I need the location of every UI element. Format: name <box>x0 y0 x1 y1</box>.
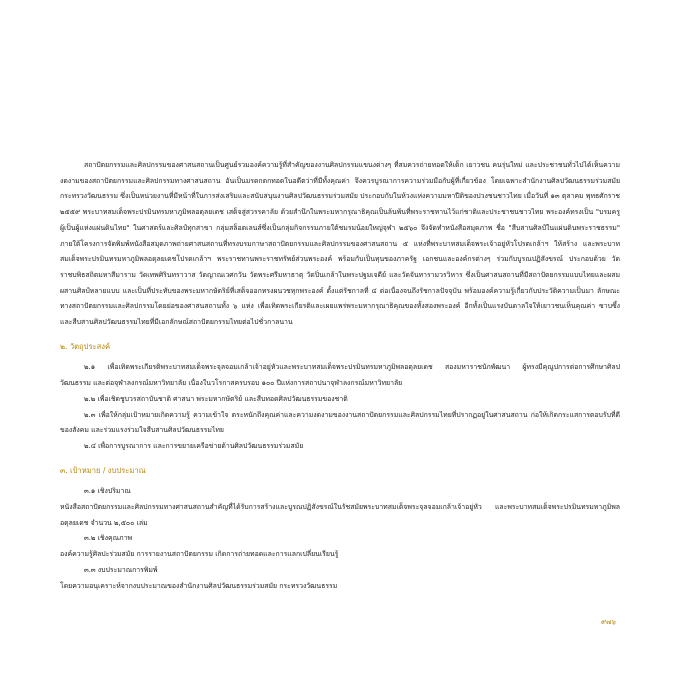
quality-target-body: องค์ความรู้ศิลปะร่วมสมัย การรายงานสถาปัตยกรรม เกิดการถ่ายทอดและการแลกเปลี่ยนเรียนรู้ <box>60 550 339 559</box>
objective-item-2: ๒.๒ เพื่อเชิดชูบวรสถาบันชาติ ศาสนา พระมหากษัตริย์ และสืบทอดศิลปวัฒนธรรมของชาติ <box>84 394 348 403</box>
budget-body: โดยความอนุเคราะห์จากงบประมาณของสำนักงานศิลปวัฒนธรรมร่วมสมัย กระทรวงวัฒนธรรม <box>60 581 338 590</box>
quality-target-title: ๓.๒ เชิงคุณภาพ <box>84 534 132 543</box>
page-number: ๙๗๖ <box>601 618 616 626</box>
objective-item-3: ๒.๓ เพื่อให้กลุ่มเป้าหมายเกิดความรู้ ความเข้าใจ ตระหนักถึงคุณค่าและความงดงามของงานสถาปัตยกรรมและศิลปกรรมไทยที่ปรากฏอยู่ในศาสนสถาน ก่อให้เกิดกระแสการตอบรับที่ดีของสังคม และร่วมแรงร่วมใจสืบสานศิลปวัฒนธรรมไทย <box>60 410 620 435</box>
quantity-target-title: ๓.๑ เชิงปริมาณ <box>84 487 131 496</box>
intro-paragraph: สถาปัตยกรรมและศิลปกรรมของศาสนสถานเป็นศูนย์รวมองค์ความรู้ที่สำคัญของงานศิลปกรรมแขนงต่างๆ ที่สมควรถ่ายทอดให้เด็ก เยาวชน คนรุ่นใหม่ และประชาชนทั่วไปได้เห็นความงดงามของสถาปัตยกรรมและศิลปกรรมทางศาสนสถาน อันเป็นมรดกตกทอดในอดีตว่าที่มีทั้งคุณค่า จึงควรบูรณาการความร่วมมือกับผู้ที่เกี่ยวข้อง โดยเฉพาะสำนักงานศิลปวัฒนธรรมร่วมสมัย กระทรวงวัฒนธรรม ซึ่งเป็นหน่วยงานที่มีหน้าที่ในการส่งเสริมและสนับสนุนงานศิลปวัฒนธรรมร่วมสมัย ประกอบกับในห้วงแห่งความมหาปีติของปวงชนชาวไทย เมื่อวันที่ ๑๓ ตุลาคม พุทธศักราช ๒๕๕๙ พระบาทสมเด็จพระปรมินทรมหาภูมิพลอดุลยเดช เสด็จสู่สวรรคาลัย ด้วยสำนึกในพระมหากรุณาธิคุณเป็นล้นพ้นที่พระราชทานไว้แก่ชาติและประชาชนชาวไทย พระองค์ทรงเป็น "บรมครูผู้เป็นผู้แห่งแผ่นดินไทย" ในศาสตร์และศิลป์ทุกสาขา กลุ่มสล็อตเลนส์ซึ่งเป็นกลุ่มกิจกรรมภายใต้ชมรมน้อยใหญ่จุฬา ๒๕๖๐ จึงจัดทำหนังสือสมุดภาพ ชื่อ "สืบสานศิลป์ในแผ่นดินพระราชธรรม" ภายใต้โครงการจัดพิมพ์หนังสือสมุดภาพถ่ายศาสนสถานที่ทรงบรมกาษาสถาปัตยกรรมและศิลปกรรมของศาสนสถาน ๕ แห่งที่พระบาทสมเด็จพระเจ้าอยู่หัวโปรดเกล้าฯ ให้สร้าง และพระบาทสมเด็จพระปรมินทรมหาภูมิพลอดุลยเดชโปรดเกล้าฯ พระราชทานพระราชทรัพย์ส่วนพระองค์ พร้อมกับเป็นทุนของภาครัฐ เอกชนและองค์กรต่างๆ ร่วมกับบูรณปฏิสังขรณ์ ประกอบด้วย วัดราชบพิธสถิตมหาสีมาราม วัดเทพศิรินทราวาส วัดญาณเวศกวัน วัดพระศรีมหาธาตุ วัดปิ่นเกล้าในพระปฐมเจดีย์ และวัดจันทารามวรวิหาร ซึ่งเป็นศาสนสถานที่มีสถาปัตยกรรมแบบไทยและผสมผสานศิลป์หลายแบบ และเป็นที่ประทับของพระมหากษัตริย์ที่เสด็จออกทรงผนวชทุกพระองค์ ตั้งแต่รัชกาลที่ ๔ ต่อเนื่องจนถึงรัชกาลปัจจุบัน พร้อมองค์ความรู้เกี่ยวกับประวัติความเป็นมา ลักษณะทางสถาปัตยกรรมและศิลปกรรมโดยย่อของศาสนสถานทั้ง ๖ แห่ง เพื่อเทิดพระเกียรติและเผยแพร่พระมหากรุณาธิคุณของทั้งสองพระองค์ อีกทั้งเป็นแรงบันดาลใจให้เยาวชนเห็นคุณค่า ซาบซึ้ง และสืบสานศิลปวัฒนธรรมไทยที่มีเอกลักษณ์สถาปัตยกรรมไทยต่อไปชั่วกาลนาน <box>60 161 620 327</box>
objective-item-4: ๒.๔ เพื่อการบูรณาการ และการขยายเครือข่ายด้านศิลปวัฒนธรรมร่วมสมัย <box>84 441 304 450</box>
document-body <box>60 158 620 594</box>
budget-title: ๓.๓ งบประมาณการพิมพ์ <box>84 565 158 574</box>
quantity-target-body: หนังสือสถาปัตยกรรมและศิลปกรรมทางศาสนสถานสำคัญที่ได้รับการสร้างและบูรณปฏิสังขรณ์ในรัชสมัยพระบาทสมเด็จพระจุลจอมเกล้าเจ้าอยู่หัว และพระบาทสมเด็จพระปรมินทรมหาภูมิพลอดุลยเดช จำนวน ๒,๕๐๐ เล่ม <box>60 503 620 527</box>
objective-item-1: ๒.๑ เพื่อเทิดพระเกียรติพระบาทสมเด็จพระจุลจอมเกล้าเจ้าอยู่หัวและพระบาทสมเด็จพระปรมินทรมหาภูมิพลอดุลยเดช สองมหาราชนักพัฒนา ผู้ทรงมีคุณูปการต่อการศึกษาศิลปวัฒนธรรม และต่อจุฬาลงกรณ์มหาวิทยาลัย เนื่องในวโรกาสครบรอบ ๑๐๐ ปีแห่งการสถาปนาจุฬาลงกรณ์มหาวิทยาลัย <box>60 363 620 388</box>
objectives-heading: ๒. วัตถุประสงค์ <box>60 341 111 351</box>
targets-heading: ๓. เป้าหมาย / งบประมาณ <box>60 465 146 475</box>
